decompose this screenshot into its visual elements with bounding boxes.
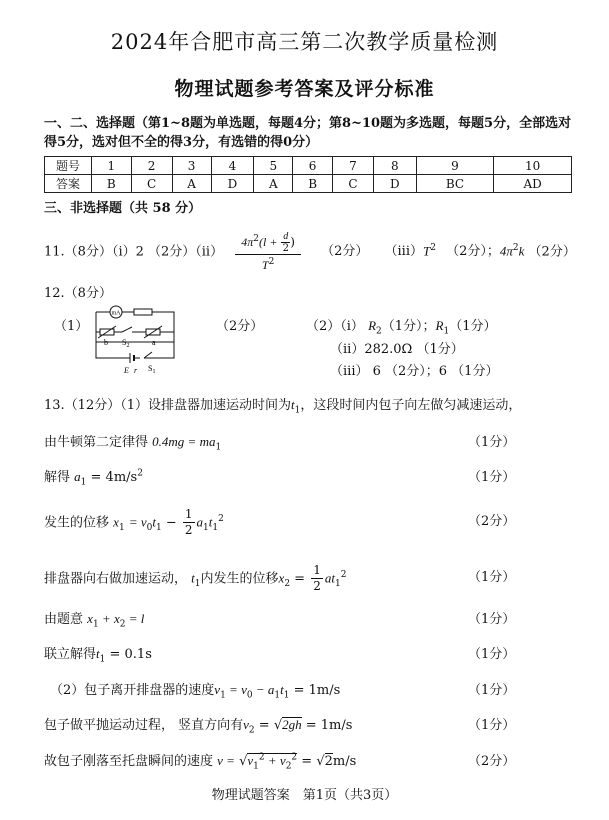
- q12-sub2-i: （2）（i） $R_2(1$分）；$R_1(1$分）: [306, 318, 497, 337]
- q11-small-num: d: [283, 230, 289, 242]
- q13-line2-score: （1分）: [468, 470, 516, 485]
- label-e: E: [124, 366, 129, 375]
- table-cell: 9: [416, 157, 493, 175]
- table-cell: C: [131, 175, 172, 193]
- q13-line8-score: （1分）: [468, 718, 516, 733]
- table-row-answers: [45, 175, 572, 193]
- q13-line6-score: （1分）: [468, 647, 516, 662]
- q13-line5-score: （1分）: [468, 612, 516, 627]
- table-cell: D: [373, 175, 416, 193]
- q11-small-den: 2: [282, 242, 289, 254]
- q11-num-sup: 2: [253, 233, 259, 244]
- q11-line: [44, 228, 576, 272]
- q12-sub2-iii: （iii） 6 （2分）；6 （1分）: [330, 364, 499, 379]
- q11-lead: 11.（8分）（i）2 （2分）（ii）: [44, 244, 224, 260]
- q11-den: T: [261, 257, 269, 272]
- q13-line6: 联立解得$t_1 = 0.1s$: [44, 646, 152, 665]
- table-cell: 3: [172, 157, 211, 175]
- table-cell: B: [293, 175, 333, 193]
- table-cell: A: [172, 175, 211, 193]
- q13-line5: 由题意 $x_1 + x_2 = l$: [44, 611, 145, 630]
- q11-num-b: (l +: [258, 234, 278, 249]
- q11-part3c: （2分）: [528, 244, 576, 260]
- q11-num-a: 4π: [241, 234, 254, 249]
- table-cell: 2: [131, 157, 172, 175]
- table-cell: D: [211, 175, 254, 193]
- q12-lead: 12.（8分）: [44, 286, 112, 301]
- q11-k-b: k: [518, 243, 525, 259]
- q11-k-sup: 2: [512, 243, 519, 253]
- table-cell: 5: [254, 157, 293, 175]
- q13-line7-score: （1分）: [468, 683, 516, 698]
- q13-line8: 包子做平抛运动过程， 竖直方向有$v_2 = √2gh = 1m/s$: [44, 717, 353, 736]
- sqrt-icon: √: [316, 754, 325, 769]
- table-cell: BC: [416, 175, 493, 193]
- q11-small-frac: [281, 231, 290, 254]
- label-s1: $S_1$: [148, 364, 156, 375]
- table-cell: 4: [211, 157, 254, 175]
- q13-line7: （2）包子离开排盘器的速度$v_1 = v_0 - a_1t_1 = 1m/s$: [50, 682, 341, 701]
- q11-T-sup: 2: [430, 243, 436, 253]
- switch-s2-icon: [122, 327, 132, 332]
- row-label-answer: 答案: [45, 175, 92, 193]
- q11-part3a: （iii）: [384, 244, 423, 260]
- table-cell: A: [254, 175, 293, 193]
- q13-line1: 由牛顿第二定律得 $0.4mg = ma_1$: [44, 434, 222, 453]
- meter-label: mA: [111, 310, 121, 317]
- q13-line3-score: （2分）: [468, 514, 516, 529]
- section3-heading: 三、非选择题（共 58 分）: [44, 201, 202, 216]
- q12-sub1: （1）: [54, 319, 89, 334]
- circuit-diagram: [88, 300, 188, 378]
- label-r: r: [134, 366, 138, 375]
- sqrt-icon: √: [239, 754, 248, 769]
- q13-line4-score: （1分）: [468, 570, 516, 585]
- label-a: a: [152, 338, 156, 347]
- switch-s1-icon: [144, 352, 152, 358]
- q11-part2: （2分）: [321, 244, 369, 260]
- table-cell: 6: [293, 157, 333, 175]
- q11-fraction: [235, 231, 301, 273]
- table-cell: 7: [332, 157, 373, 175]
- q13-line1-score: （1分）: [468, 435, 516, 450]
- q12-R2: R: [368, 318, 377, 333]
- row-label-number: 题号: [45, 157, 92, 175]
- q13-line9-score: （2分）: [468, 754, 516, 769]
- q13-l4-frac: $\frac{1}{2}$: [313, 563, 321, 594]
- q13-l3-frac: $\frac{1}{2}$: [184, 507, 193, 538]
- table-cell: 8: [373, 157, 416, 175]
- q13-line2: 解得 $a_1 = 4m/s^2$: [44, 468, 143, 488]
- document-title: 2024年合肥市高三第二次教学质量检测: [110, 30, 499, 54]
- table-cell: AD: [494, 175, 572, 193]
- q12-sub1-score: （2分）: [216, 319, 264, 334]
- sqrt-icon: √: [273, 718, 283, 733]
- table-cell: 1: [92, 157, 132, 175]
- page-footer: 物理试题答案 第1页（共3页）: [211, 788, 398, 803]
- q12-sub2-ii: （ii）282.0Ω （1分）: [330, 342, 464, 357]
- q13-line9: 故包子刚落至托盘瞬间的速度 $v = √v_1^2 + v_2^2 = √2m/s$: [44, 752, 357, 772]
- q12-R1: R: [435, 318, 444, 333]
- q11-part3b: （2分）；: [446, 244, 500, 260]
- table-cell: 10: [494, 157, 572, 175]
- section1-heading: 一、二、选择题（第1~8题为单选题，每题4分；第8~10题为多选题，每题5分，全部选对得5分，选对但不全的得3分，有选错的得0分）: [44, 116, 572, 150]
- q11-T: T: [422, 243, 431, 259]
- table-cell: B: [92, 175, 132, 193]
- q11-den-sup: 2: [268, 256, 275, 267]
- table-row-numbers: [45, 157, 572, 175]
- table-cell: C: [332, 175, 373, 193]
- q13-lead: 13.（12分）（1）设排盘器加速运动时间为$t_1$，这段时间内包子向左做匀减速运动，: [44, 397, 522, 416]
- answer-table: [44, 156, 572, 193]
- document-subtitle: 物理试题参考答案及评分标准: [174, 78, 435, 100]
- q13-line3: 发生的位移 $x_1 = v_0t_1$ − $\frac{1}{2}$ $a_1t_1^2$: [44, 507, 224, 538]
- resistor-icon: [134, 309, 152, 315]
- q13-line4: 排盘器向右做加速运动， $t_1$内发生的位移$x_2$ = $\frac{1}{2}$ $at_1^2$: [44, 563, 347, 594]
- label-s2: $S_2$: [122, 338, 130, 349]
- label-b: b: [104, 338, 108, 347]
- q11-num-c: ): [290, 234, 295, 249]
- q11-k-a: 4π: [499, 243, 513, 259]
